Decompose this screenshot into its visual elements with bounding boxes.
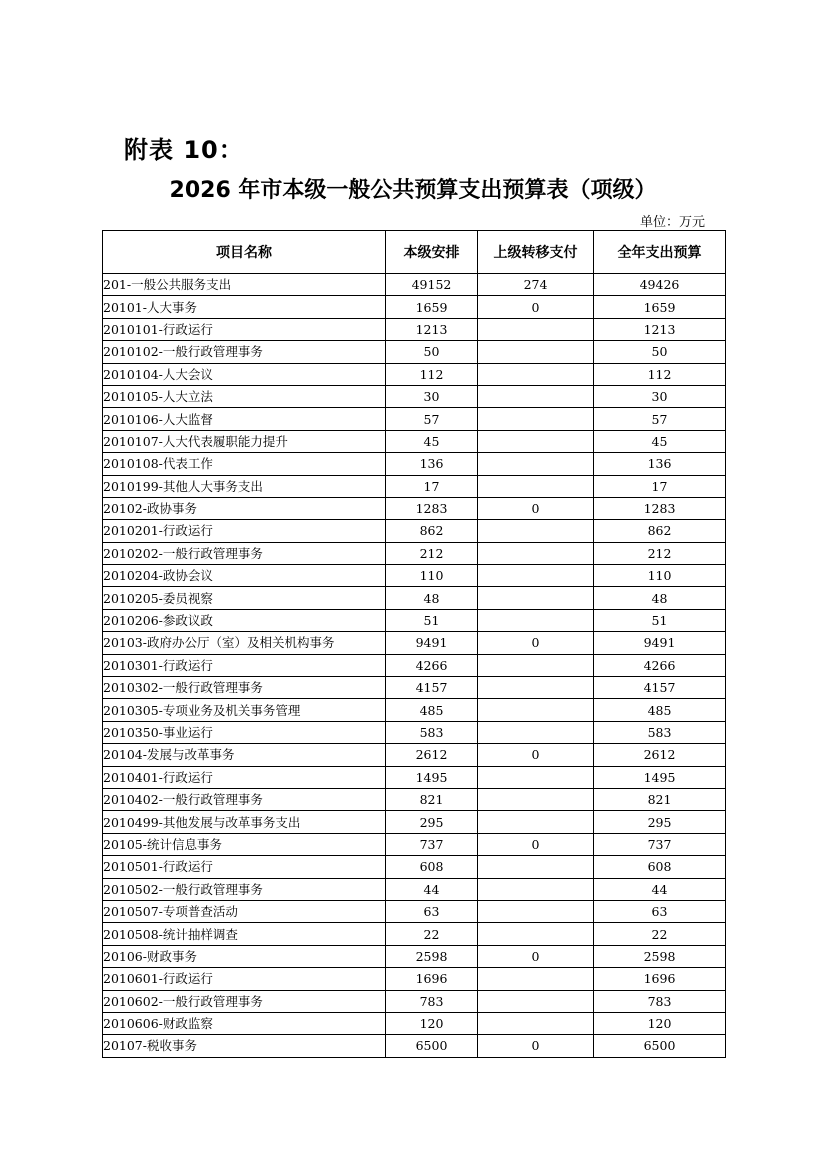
item-name-cell: 20101-人大事务 (103, 296, 386, 318)
annual-budget-cell: 49426 (594, 274, 726, 296)
local-arrangement-cell: 485 (386, 699, 478, 721)
annual-budget-cell: 1659 (594, 296, 726, 318)
transfer-payment-cell: 274 (478, 274, 594, 296)
local-arrangement-cell: 110 (386, 565, 478, 587)
table-row (103, 744, 726, 766)
annual-budget-cell: 821 (594, 788, 726, 810)
local-arrangement-cell: 1213 (386, 318, 478, 340)
attachment-label: 附表 10： (124, 136, 244, 164)
annual-budget-cell: 63 (594, 900, 726, 922)
local-arrangement-cell: 63 (386, 900, 478, 922)
item-name-cell: 2010106-人大监督 (103, 408, 386, 430)
column-header-item-name: 项目名称 (103, 231, 386, 274)
item-name-cell: 20104-发展与改革事务 (103, 744, 386, 766)
column-header-transfer-payment: 上级转移支付 (478, 231, 594, 274)
annual-budget-cell: 737 (594, 833, 726, 855)
item-name-cell: 2010108-代表工作 (103, 453, 386, 475)
transfer-payment-cell (478, 363, 594, 385)
table-row (103, 497, 726, 519)
table-row (103, 721, 726, 743)
annual-budget-cell: 112 (594, 363, 726, 385)
annual-budget-cell: 583 (594, 721, 726, 743)
annual-budget-cell: 295 (594, 811, 726, 833)
local-arrangement-cell: 608 (386, 856, 478, 878)
transfer-payment-cell: 0 (478, 296, 594, 318)
local-arrangement-cell: 51 (386, 609, 478, 631)
transfer-payment-cell: 0 (478, 945, 594, 967)
annual-budget-cell: 45 (594, 430, 726, 452)
table-row (103, 632, 726, 654)
transfer-payment-cell (478, 385, 594, 407)
transfer-payment-cell (478, 1012, 594, 1034)
transfer-payment-cell (478, 677, 594, 699)
transfer-payment-cell (478, 811, 594, 833)
transfer-payment-cell: 0 (478, 744, 594, 766)
item-name-cell: 2010107-人大代表履职能力提升 (103, 430, 386, 452)
local-arrangement-cell: 44 (386, 878, 478, 900)
transfer-payment-cell (478, 520, 594, 542)
local-arrangement-cell: 57 (386, 408, 478, 430)
table-row (103, 677, 726, 699)
table-row (103, 833, 726, 855)
table-row (103, 587, 726, 609)
annual-budget-cell: 4266 (594, 654, 726, 676)
transfer-payment-cell (478, 699, 594, 721)
local-arrangement-cell: 295 (386, 811, 478, 833)
local-arrangement-cell: 1495 (386, 766, 478, 788)
table-row (103, 363, 726, 385)
item-name-cell: 2010508-统计抽样调查 (103, 923, 386, 945)
local-arrangement-cell: 50 (386, 341, 478, 363)
table-row (103, 565, 726, 587)
local-arrangement-cell: 737 (386, 833, 478, 855)
local-arrangement-cell: 136 (386, 453, 478, 475)
annual-budget-cell: 783 (594, 990, 726, 1012)
item-name-cell: 2010104-人大会议 (103, 363, 386, 385)
item-name-cell: 2010102-一般行政管理事务 (103, 341, 386, 363)
table-row (103, 699, 726, 721)
transfer-payment-cell (478, 654, 594, 676)
local-arrangement-cell: 45 (386, 430, 478, 452)
item-name-cell: 20103-政府办公厅（室）及相关机构事务 (103, 632, 386, 654)
table-row (103, 856, 726, 878)
item-name-cell: 20106-财政事务 (103, 945, 386, 967)
transfer-payment-cell (478, 609, 594, 631)
local-arrangement-cell: 1283 (386, 497, 478, 519)
item-name-cell: 2010301-行政运行 (103, 654, 386, 676)
annual-budget-cell: 1696 (594, 968, 726, 990)
annual-budget-cell: 212 (594, 542, 726, 564)
local-arrangement-cell: 583 (386, 721, 478, 743)
local-arrangement-cell: 783 (386, 990, 478, 1012)
item-name-cell: 20107-税收事务 (103, 1035, 386, 1057)
item-name-cell: 2010205-委员视察 (103, 587, 386, 609)
item-name-cell: 2010606-财政监察 (103, 1012, 386, 1034)
item-name-cell: 2010305-专项业务及机关事务管理 (103, 699, 386, 721)
annual-budget-cell: 9491 (594, 632, 726, 654)
local-arrangement-cell: 4157 (386, 677, 478, 699)
table-row (103, 430, 726, 452)
local-arrangement-cell: 9491 (386, 632, 478, 654)
table-row (103, 296, 726, 318)
item-name-cell: 2010199-其他人大事务支出 (103, 475, 386, 497)
table-row (103, 1035, 726, 1057)
item-name-cell: 2010499-其他发展与改革事务支出 (103, 811, 386, 833)
annual-budget-cell: 6500 (594, 1035, 726, 1057)
local-arrangement-cell: 212 (386, 542, 478, 564)
transfer-payment-cell (478, 341, 594, 363)
table-row (103, 900, 726, 922)
table-row (103, 990, 726, 1012)
item-name-cell: 2010105-人大立法 (103, 385, 386, 407)
item-name-cell: 2010350-事业运行 (103, 721, 386, 743)
local-arrangement-cell: 862 (386, 520, 478, 542)
transfer-payment-cell: 0 (478, 497, 594, 519)
transfer-payment-cell (478, 856, 594, 878)
transfer-payment-cell (478, 587, 594, 609)
transfer-payment-cell (478, 542, 594, 564)
local-arrangement-cell: 112 (386, 363, 478, 385)
unit-label: 单位：万元 (639, 215, 705, 230)
item-name-cell: 201-一般公共服务支出 (103, 274, 386, 296)
item-name-cell: 2010601-行政运行 (103, 968, 386, 990)
annual-budget-cell: 608 (594, 856, 726, 878)
item-name-cell: 2010302-一般行政管理事务 (103, 677, 386, 699)
transfer-payment-cell (478, 430, 594, 452)
table-header-row (103, 231, 726, 274)
annual-budget-cell: 4157 (594, 677, 726, 699)
table-row (103, 475, 726, 497)
table-row (103, 520, 726, 542)
item-name-cell: 20105-统计信息事务 (103, 833, 386, 855)
annual-budget-cell: 120 (594, 1012, 726, 1034)
local-arrangement-cell: 6500 (386, 1035, 478, 1057)
local-arrangement-cell: 49152 (386, 274, 478, 296)
item-name-cell: 2010401-行政运行 (103, 766, 386, 788)
annual-budget-cell: 22 (594, 923, 726, 945)
transfer-payment-cell (478, 475, 594, 497)
table-row (103, 811, 726, 833)
annual-budget-cell: 862 (594, 520, 726, 542)
item-name-cell: 2010602-一般行政管理事务 (103, 990, 386, 1012)
table-row (103, 385, 726, 407)
annual-budget-cell: 1283 (594, 497, 726, 519)
transfer-payment-cell (478, 878, 594, 900)
column-header-local-arrangement: 本级安排 (386, 231, 478, 274)
transfer-payment-cell: 0 (478, 1035, 594, 1057)
table-row (103, 453, 726, 475)
transfer-payment-cell (478, 990, 594, 1012)
transfer-payment-cell (478, 565, 594, 587)
local-arrangement-cell: 821 (386, 788, 478, 810)
annual-budget-cell: 136 (594, 453, 726, 475)
transfer-payment-cell: 0 (478, 833, 594, 855)
item-name-cell: 2010501-行政运行 (103, 856, 386, 878)
table-row (103, 408, 726, 430)
local-arrangement-cell: 1659 (386, 296, 478, 318)
item-name-cell: 2010201-行政运行 (103, 520, 386, 542)
annual-budget-cell: 2612 (594, 744, 726, 766)
transfer-payment-cell (478, 721, 594, 743)
table-row (103, 318, 726, 340)
table-body (103, 274, 726, 1058)
local-arrangement-cell: 1696 (386, 968, 478, 990)
table-row (103, 654, 726, 676)
local-arrangement-cell: 30 (386, 385, 478, 407)
local-arrangement-cell: 48 (386, 587, 478, 609)
annual-budget-cell: 30 (594, 385, 726, 407)
annual-budget-cell: 2598 (594, 945, 726, 967)
annual-budget-cell: 1213 (594, 318, 726, 340)
item-name-cell: 2010204-政协会议 (103, 565, 386, 587)
annual-budget-cell: 48 (594, 587, 726, 609)
transfer-payment-cell: 0 (478, 632, 594, 654)
table-row (103, 1012, 726, 1034)
table-row (103, 766, 726, 788)
item-name-cell: 2010206-参政议政 (103, 609, 386, 631)
table-row (103, 788, 726, 810)
transfer-payment-cell (478, 900, 594, 922)
table-row (103, 923, 726, 945)
item-name-cell: 2010502-一般行政管理事务 (103, 878, 386, 900)
annual-budget-cell: 44 (594, 878, 726, 900)
item-name-cell: 2010507-专项普查活动 (103, 900, 386, 922)
local-arrangement-cell: 17 (386, 475, 478, 497)
table-row (103, 341, 726, 363)
local-arrangement-cell: 22 (386, 923, 478, 945)
item-name-cell: 2010202-一般行政管理事务 (103, 542, 386, 564)
annual-budget-cell: 57 (594, 408, 726, 430)
transfer-payment-cell (478, 788, 594, 810)
local-arrangement-cell: 4266 (386, 654, 478, 676)
page-title: 2026 年市本级一般公共预算支出预算表（项级） (169, 178, 657, 203)
budget-table (102, 230, 726, 1058)
transfer-payment-cell (478, 453, 594, 475)
transfer-payment-cell (478, 766, 594, 788)
transfer-payment-cell (478, 408, 594, 430)
table-row (103, 968, 726, 990)
column-header-annual-budget: 全年支出预算 (594, 231, 726, 274)
annual-budget-cell: 485 (594, 699, 726, 721)
annual-budget-cell: 51 (594, 609, 726, 631)
table-row (103, 609, 726, 631)
item-name-cell: 2010402-一般行政管理事务 (103, 788, 386, 810)
annual-budget-cell: 1495 (594, 766, 726, 788)
local-arrangement-cell: 2612 (386, 744, 478, 766)
local-arrangement-cell: 120 (386, 1012, 478, 1034)
annual-budget-cell: 50 (594, 341, 726, 363)
transfer-payment-cell (478, 968, 594, 990)
table-row (103, 274, 726, 296)
table-row (103, 878, 726, 900)
table-row (103, 542, 726, 564)
local-arrangement-cell: 2598 (386, 945, 478, 967)
annual-budget-cell: 110 (594, 565, 726, 587)
transfer-payment-cell (478, 923, 594, 945)
table-row (103, 945, 726, 967)
item-name-cell: 2010101-行政运行 (103, 318, 386, 340)
annual-budget-cell: 17 (594, 475, 726, 497)
transfer-payment-cell (478, 318, 594, 340)
item-name-cell: 20102-政协事务 (103, 497, 386, 519)
